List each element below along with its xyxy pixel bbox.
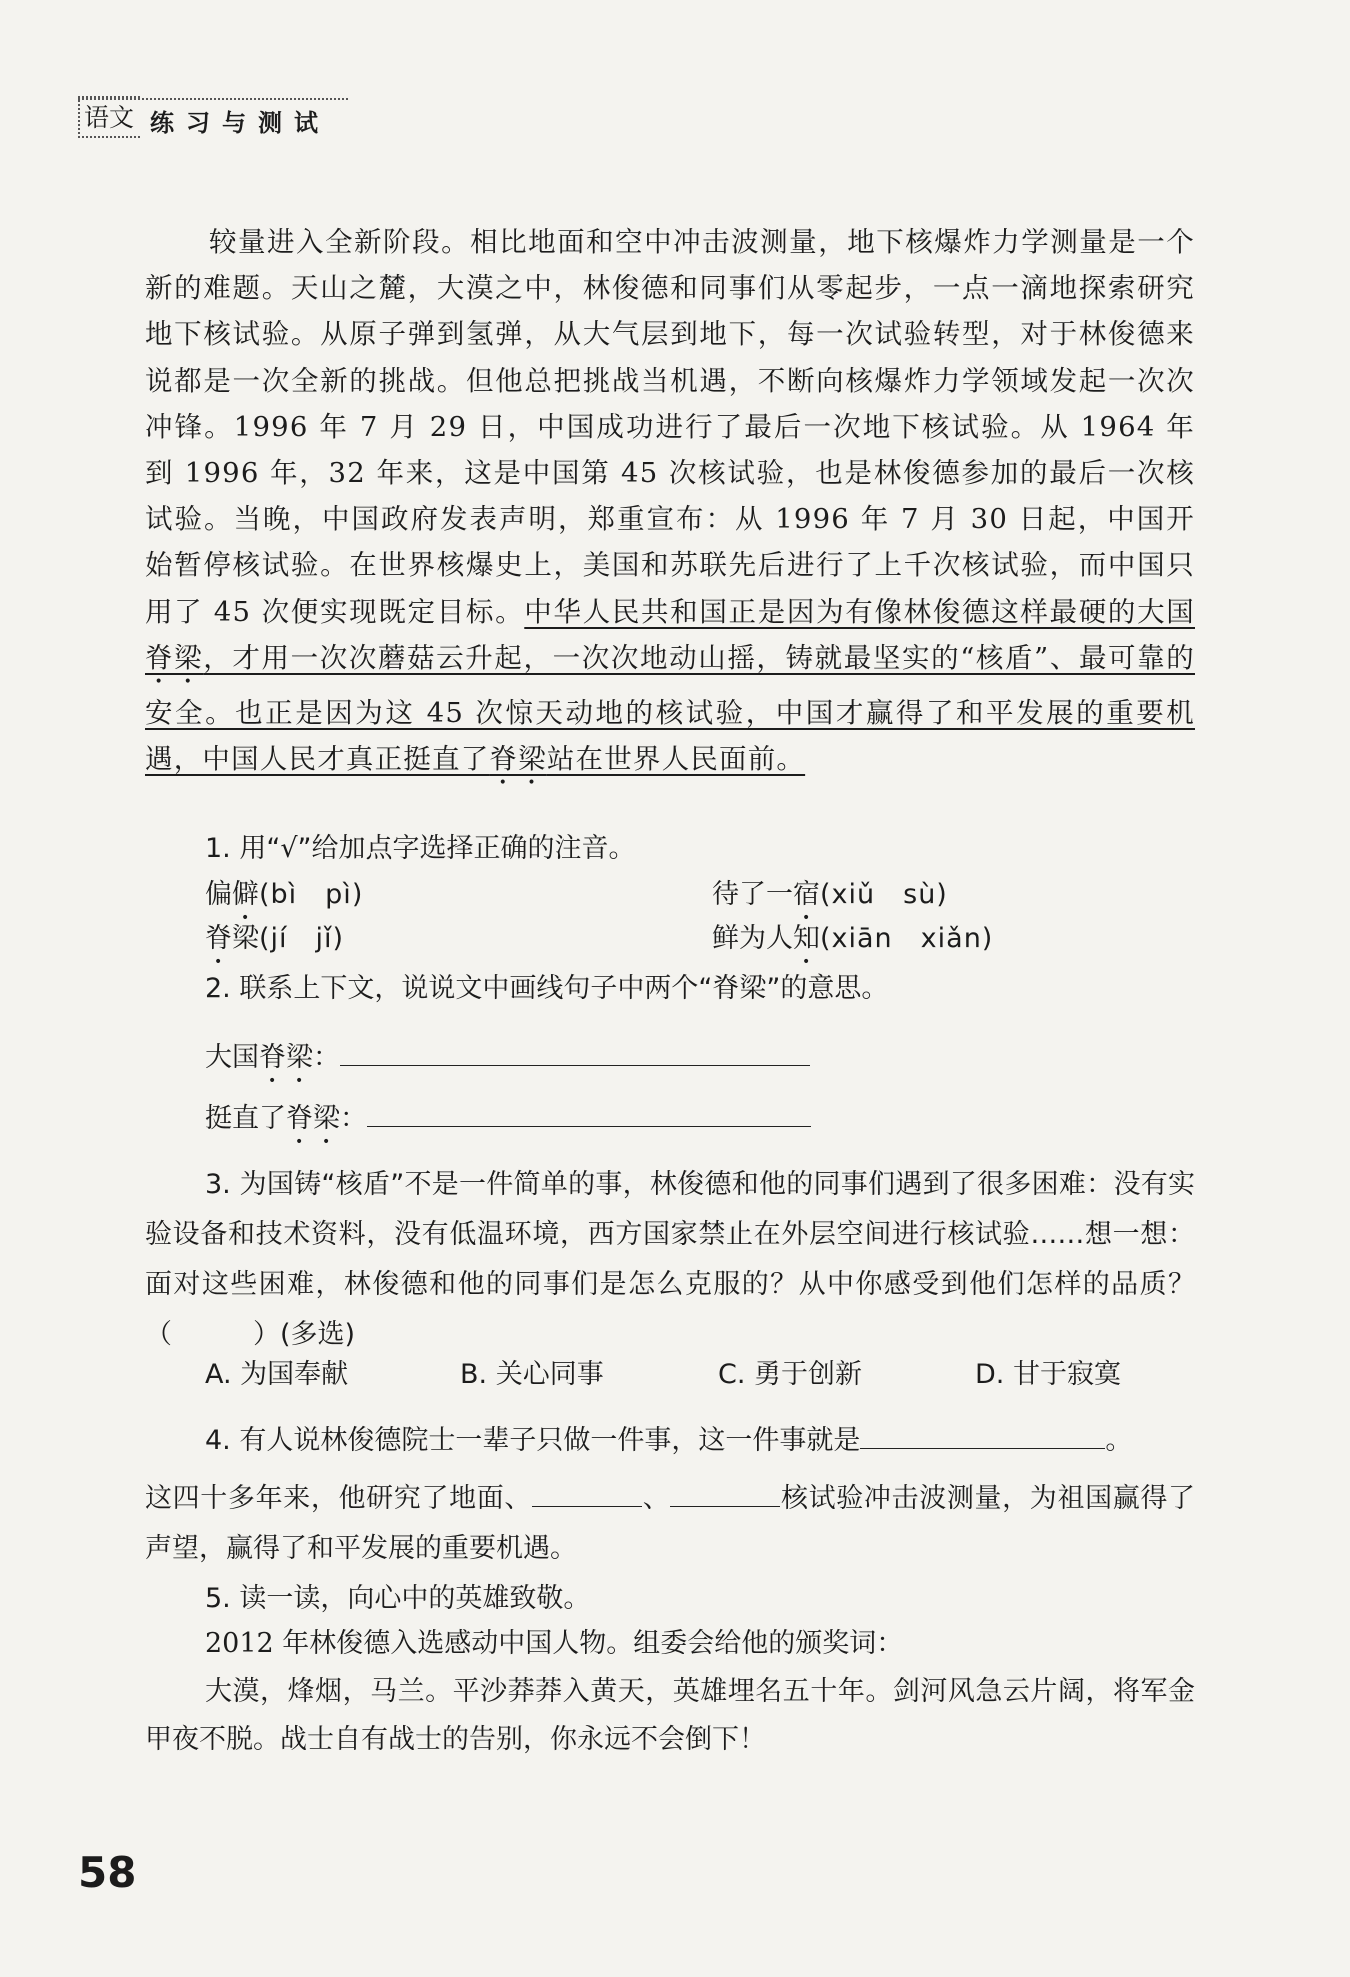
answer-blank[interactable] — [367, 1126, 811, 1127]
question-5-prompt: 5. 读一读，向心中的英雄致敬。 — [205, 1583, 591, 1614]
page-number: 58 — [78, 1848, 137, 1897]
dotted-word: 脊梁 — [489, 743, 547, 776]
answer-blank[interactable] — [860, 1448, 1105, 1449]
answer-blank[interactable] — [532, 1506, 642, 1507]
q3-option-a[interactable]: A. 为国奉献 — [205, 1359, 349, 1390]
book-title: 练习与测试 — [150, 109, 331, 137]
reading-passage — [145, 219, 1195, 791]
q1-item-2: 待了一宿(xiǔ sù) — [712, 879, 948, 910]
passage-intro: 较量进入全新阶段。相比地面和空中冲击波测量，地下核爆炸力学测量是一个新的难题。天山之麓，大漠之中，林俊德和同事们从零起步，一点一滴地探索研究地下核试验。从原子弹到氢弹，从大气层到地下，每一次试验转型，对于林俊德来说都是一次全新的挑战。但他总把挑战当机遇，不断向核爆炸力学领域发起一次次冲锋。1996 年 7 月 29 日，中国成功进行了最后一次地下核试验。从 1964 年到 1996 年，32 年来，这是中国第 45 次核试验，也是林俊德参加的最后一次核试验。当晚，中国政府发表声明，郑重宣布：从 1996 年 7 月 30 日起，中国开始暂停核试验。在世界核爆史上，美国和苏联先后进行了上千次核试验，而中国只用了 45 次便实现既定目标。 — [145, 226, 1195, 628]
question-4-line-2: 这四十多年来，他研究了地面、 、 核试验冲击波测量，为祖国赢得了声望，赢得了和平发展的重要机遇。 — [145, 1483, 1196, 1564]
q2-answer-b: 挺直了脊梁： — [205, 1096, 811, 1150]
q1-item-1: 偏僻(bì pì) — [205, 879, 364, 910]
subject-label: 语文 — [78, 96, 140, 138]
question-4-line-1: 4. 有人说林俊德院士一辈子只做一件事，这一件事就是 。 — [205, 1425, 1133, 1456]
question-3-text: 3. 为国铸“核盾”不是一件简单的事，林俊德和他的同事们遇到了很多困难：没有实验设备和技术资料，没有低温环境，西方国家禁止在外层空间进行核试验……想一想：面对这些困难，林俊德和他的同事们是怎么克服的？从中你感受到他们怎样的品质？（ ）(多选) — [145, 1169, 1195, 1350]
answer-blank[interactable] — [340, 1065, 810, 1066]
award-citation: 大漠，烽烟，马兰。平沙莽莽入黄天，英雄埋名五十年。剑河风急云片阔，将军金甲夜不脱。战士自有战士的告别，你永远不会倒下！ — [145, 1676, 1195, 1755]
award-intro: 2012 年林俊德入选感动中国人物。组委会给他的颁奖词： — [205, 1628, 904, 1659]
answer-blank[interactable] — [670, 1506, 780, 1507]
dotted-word: 脊梁 — [145, 641, 204, 674]
q3-option-b[interactable]: B. 关心同事 — [460, 1359, 604, 1390]
q3-option-d[interactable]: D. 甘于寂寞 — [975, 1359, 1121, 1390]
q2-answer-a: 大国脊梁： — [205, 1035, 810, 1089]
question-1-prompt: 1. 用“√”给加点字选择正确的注音。 — [205, 833, 636, 864]
page-header — [78, 96, 330, 138]
q3-option-c[interactable]: C. 勇于创新 — [718, 1359, 863, 1390]
question-2-prompt: 2. 联系上下文，说说文中画线句子中两个“脊梁”的意思。 — [205, 973, 889, 1004]
q1-item-3: 脊梁(jí jǐ) — [205, 923, 345, 954]
underlined-sentence: 中华人民共和国正是因为有像林俊德这样最硬的大国脊梁，才用一次次蘑菇云升起，一次次地动山摇，铸就最坚实的“核盾”、最可靠的安全。也正是因为这 45 次惊天动地的核试验，中国才赢得了和平发展的重要机遇，中国人民才真正挺直了脊梁站在世界人民面前。 — [145, 595, 1195, 776]
q1-item-4: 鲜为人知(xiān xiǎn) — [712, 923, 994, 954]
